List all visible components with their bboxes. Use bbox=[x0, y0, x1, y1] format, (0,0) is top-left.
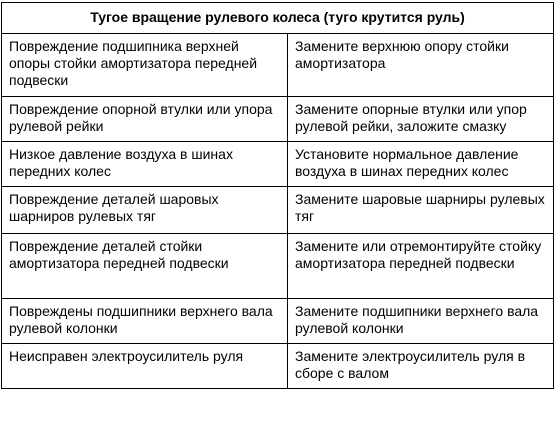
remedy-cell: Замените или отремонтируйте стойку амортизатора передней подвески bbox=[288, 234, 554, 299]
table-row bbox=[2, 97, 554, 142]
cause-cell: Повреждение подшипника верхней опоры стойки амортизатора передней подвески bbox=[2, 34, 288, 97]
table-row bbox=[2, 234, 554, 299]
table-row bbox=[2, 344, 554, 389]
remedy-cell: Замените шаровые шарниры рулевых тяг bbox=[288, 187, 554, 234]
remedy-cell: Замените верхнюю опору стойки амортизатора bbox=[288, 34, 554, 97]
cause-cell: Повреждение опорной втулки или упора рулевой рейки bbox=[2, 97, 288, 142]
remedy-cell: Замените подшипники верхнего вала рулевой колонки bbox=[288, 299, 554, 344]
cause-cell: Повреждены подшипники верхнего вала рулевой колонки bbox=[2, 299, 288, 344]
table-header-row bbox=[2, 3, 554, 34]
remedy-cell: Замените электроусилитель руля в сборе с валом bbox=[288, 344, 554, 389]
cause-cell: Повреждение деталей шаровых шарниров рулевых тяг bbox=[2, 187, 288, 234]
cause-cell: Низкое давление воздуха в шинах передних колес bbox=[2, 142, 288, 187]
table-row bbox=[2, 187, 554, 234]
table-row bbox=[2, 34, 554, 97]
remedy-cell: Замените опорные втулки или упор рулевой рейки, заложите смазку bbox=[288, 97, 554, 142]
table-row bbox=[2, 299, 554, 344]
table-title: Тугое вращение рулевого колеса (туго крутится руль) bbox=[2, 3, 554, 34]
troubleshooting-table bbox=[1, 2, 554, 389]
cause-cell: Повреждение деталей стойки амортизатора передней подвески bbox=[2, 234, 288, 299]
remedy-cell: Установите нормальное давление воздуха в шинах передних колес bbox=[288, 142, 554, 187]
cause-cell: Неисправен электроусилитель руля bbox=[2, 344, 288, 389]
table-row bbox=[2, 142, 554, 187]
